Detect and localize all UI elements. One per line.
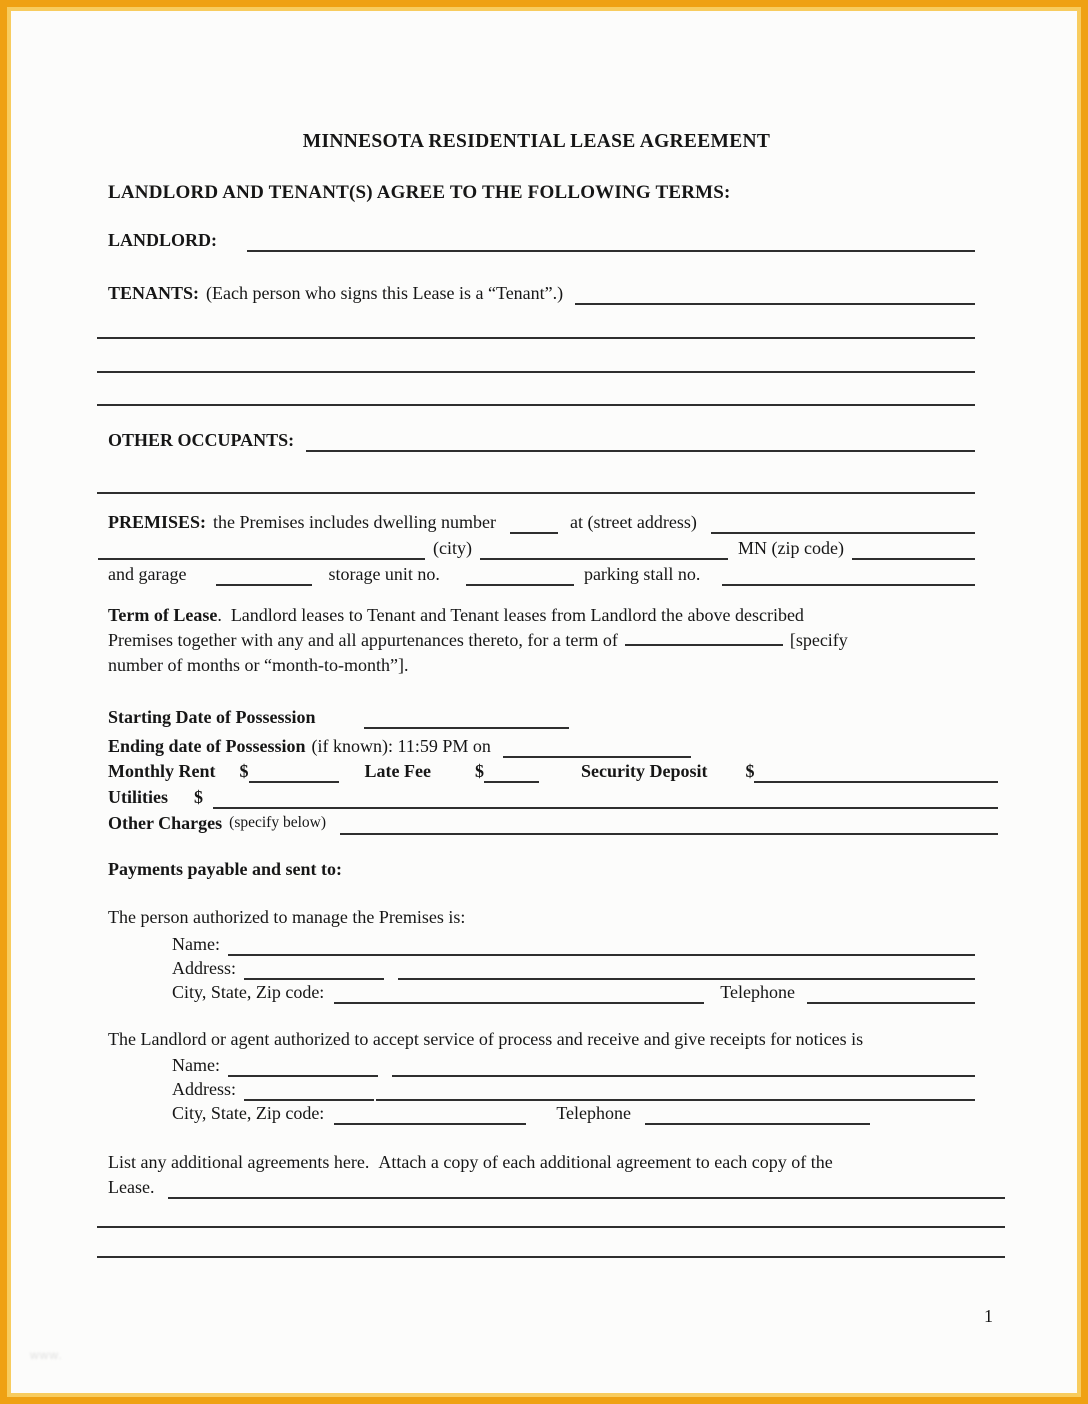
monthly-rent-fill <box>249 761 339 783</box>
agent-address-fill-1 <box>244 1079 374 1101</box>
late-fee-label: Late Fee <box>364 761 431 781</box>
tenants-blank-rule-3 <box>97 404 975 406</box>
landlord-fill-line <box>247 230 975 252</box>
additional-agreements-row <box>98 1175 1005 1199</box>
other-charges-row <box>98 811 998 835</box>
premises-text-street: at (street address) <box>569 512 697 532</box>
ending-date-fill <box>503 736 691 758</box>
premises-text-parking: parking stall no. <box>583 564 701 584</box>
term-line-3: number of months or “month-to-month”]. <box>108 655 409 675</box>
agent-address-fill-2 <box>376 1079 975 1101</box>
agent-name-label: Name: <box>172 1055 220 1075</box>
additional-blank-rule-1 <box>97 1226 1005 1228</box>
ending-date-note: (if known): 11:59 PM on <box>311 736 491 756</box>
dwelling-number-fill <box>510 512 558 534</box>
monthly-rent-dollar: $ <box>239 761 249 781</box>
agent-city-label: City, State, Zip code: <box>172 1103 325 1123</box>
manager-address-label: Address: <box>172 958 236 978</box>
utilities-label: Utilities <box>108 787 168 807</box>
agent-city-fill <box>334 1103 526 1125</box>
additional-agreements-fill <box>168 1177 1005 1199</box>
late-fee-fill <box>484 761 539 783</box>
parking-stall-fill <box>722 564 975 586</box>
manager-intro: The person authorized to manage the Premises is: <box>108 907 466 927</box>
manager-address-row <box>98 956 975 980</box>
other-occupants-blank-rule <box>97 492 975 494</box>
premises-text-garage: and garage <box>108 564 187 584</box>
security-deposit-label: Security Deposit <box>580 761 708 781</box>
security-deposit-dollar: $ <box>745 761 755 781</box>
terms-heading: LANDLORD AND TENANT(S) AGREE TO THE FOLLOWING TERMS: <box>108 182 731 203</box>
manager-city-label: City, State, Zip code: <box>172 982 325 1002</box>
manager-name-row <box>98 932 975 956</box>
manager-city-row <box>98 980 975 1004</box>
late-fee-dollar: $ <box>474 761 484 781</box>
additional-agreements-lease-label: Lease. <box>108 1177 155 1197</box>
premises-text-dwelling: the Premises includes dwelling number <box>213 512 496 532</box>
monthly-rent-label: Monthly Rent <box>108 761 216 781</box>
starting-date-label: Starting Date of Possession <box>108 707 316 727</box>
agent-telephone-fill <box>645 1103 870 1125</box>
city-fill <box>480 538 728 560</box>
garage-fill <box>216 564 312 586</box>
manager-address-fill-2 <box>398 958 975 980</box>
manager-telephone-label: Telephone <box>720 982 795 1002</box>
tenants-label: TENANTS: <box>108 283 200 303</box>
premises-text-zip: MN (zip code) <box>737 538 844 558</box>
agent-name-row <box>98 1053 975 1077</box>
other-charges-label: Other Charges <box>108 813 223 833</box>
other-charges-note: (specify below) <box>229 814 326 831</box>
premises-row-3 <box>98 562 975 586</box>
agent-telephone-label: Telephone <box>556 1103 632 1123</box>
agent-address-row <box>98 1077 975 1101</box>
street-address-fill-2 <box>98 538 425 560</box>
premises-row-2 <box>98 536 975 560</box>
zip-code-fill <box>852 538 975 560</box>
term-of-lease-paragraph <box>98 603 975 678</box>
term-of-lease-label: Term of Lease <box>108 605 218 625</box>
security-deposit-fill <box>754 761 998 783</box>
term-fill <box>625 630 783 646</box>
document-title: MINNESOTA RESIDENTIAL LEASE AGREEMENT <box>302 131 771 152</box>
additional-agreements-line-1: List any additional agreements here. Attach a copy of each additional agreement to each copy of the <box>108 1152 833 1172</box>
term-line-2-text: Premises together with any and all appurtenances thereto, for a term of <box>108 630 618 650</box>
premises-text-city: (city) <box>433 538 472 558</box>
tenants-row <box>98 281 975 305</box>
other-occupants-row <box>98 428 975 452</box>
starting-date-row <box>98 705 975 729</box>
agent-name-fill-1 <box>228 1055 378 1077</box>
ending-date-label: Ending date of Possession <box>108 736 306 756</box>
term-line-2-bracket: [specify <box>789 630 848 650</box>
manager-name-fill <box>228 934 975 956</box>
other-charges-fill <box>340 813 998 835</box>
storage-unit-fill <box>466 564 574 586</box>
tenants-blank-rule-1 <box>97 337 975 339</box>
street-address-fill <box>711 512 975 534</box>
landlord-row <box>98 228 975 252</box>
term-line-1 <box>108 603 975 628</box>
manager-address-fill-1 <box>244 958 384 980</box>
manager-telephone-fill <box>807 982 975 1004</box>
rent-row <box>98 759 998 783</box>
premises-label: PREMISES: <box>108 512 207 532</box>
ending-date-row <box>98 734 975 758</box>
manager-name-label: Name: <box>172 934 220 954</box>
utilities-dollar: $ <box>194 787 203 807</box>
term-line-2 <box>108 628 975 653</box>
watermark: www. <box>30 1348 63 1362</box>
landlord-label: LANDLORD: <box>108 230 218 250</box>
agent-name-fill-2 <box>392 1055 975 1077</box>
payments-heading: Payments payable and sent to: <box>108 859 343 879</box>
utilities-row <box>98 785 998 809</box>
manager-city-fill <box>334 982 704 1004</box>
other-occupants-label: OTHER OCCUPANTS: <box>108 430 295 450</box>
tenants-fill-line <box>575 283 975 305</box>
agent-address-label: Address: <box>172 1079 236 1099</box>
agent-intro: The Landlord or agent authorized to accept service of process and receive and give receipts for notices is <box>108 1029 864 1049</box>
agent-city-row <box>98 1101 975 1125</box>
tenants-blank-rule-2 <box>97 371 975 373</box>
additional-blank-rule-2 <box>97 1256 1005 1258</box>
utilities-fill <box>213 787 998 809</box>
other-occupants-fill-line <box>306 430 975 452</box>
tenants-note: (Each person who signs this Lease is a “Tenant”.) <box>206 283 564 303</box>
starting-date-fill <box>364 707 569 729</box>
page-number: 1 <box>984 1306 993 1326</box>
premises-text-storage: storage unit no. <box>328 564 440 584</box>
premises-row-1 <box>98 510 975 534</box>
term-line-1-text: . Landlord leases to Tenant and Tenant leases from Landlord the above described <box>217 605 804 625</box>
